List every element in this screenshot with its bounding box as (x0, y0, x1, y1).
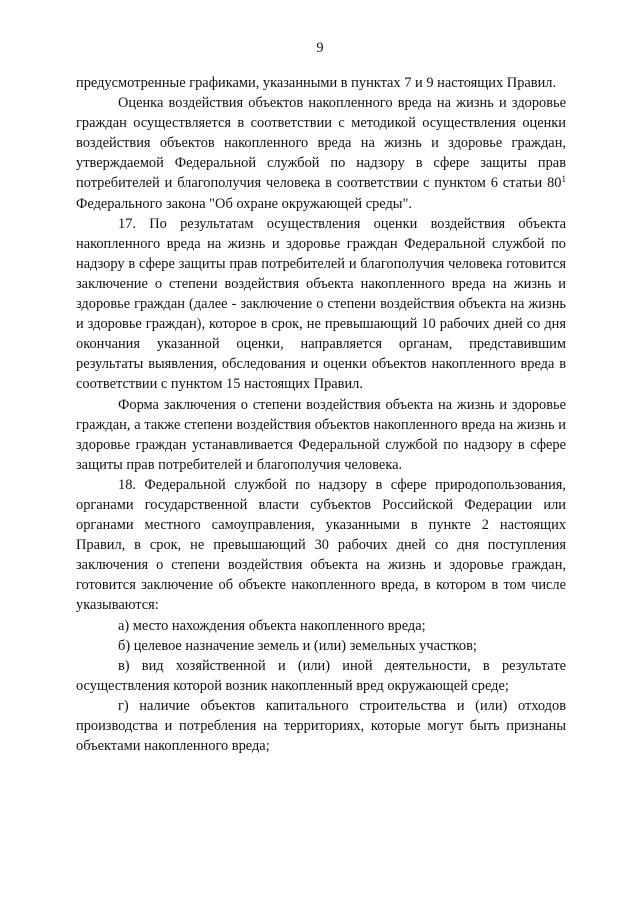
superscript-article-index: 1 (561, 174, 566, 185)
paragraph-conclusion-form: Форма заключения о степени воздействия объекта на жизнь и здоровье граждан, а также степени воздействия объектов накопленного вреда на жизнь и здоровье граждан устанавливается Федеральной службой по надзору в сфере защиты прав потребителей и благополучия человека. (76, 396, 566, 473)
document-body (76, 73, 566, 756)
paragraph-assessment-methodology (76, 93, 566, 214)
list-item-v: в) вид хозяйственной и (или) иной деятельности, в результате осуществления которой возник накопленный вред окружающей среде; (76, 657, 566, 694)
list-item-g: г) наличие объектов капитального строительства и (или) отходов производства и потребления на территориях, которые могут быть признаны объектами накопленного вреда; (76, 697, 566, 755)
list-item-b: б) целевое назначение земель и (или) земельных участков; (118, 637, 477, 654)
paragraph-text-tail: Федерального закона "Об охране окружающей среды". (76, 195, 412, 212)
paragraph-continuation: предусмотренные графиками, указанными в пунктах 7 и 9 настоящих Правил. (76, 75, 557, 91)
page-number: 9 (316, 40, 324, 56)
paragraph-item-18: 18. Федеральной службой по надзору в сфере природопользования, органами государственной власти субъектов Российской Федерации или органами местного самоуправления, указанными в пункте 2 настоящих Правил, в срок, не превышающий 30 рабочих дней со дня поступления заключения о степени воздействия объекта на жизнь и здоровье граждан, готовится заключение об объекте накопленного вреда, в котором в том числе указываются: (76, 476, 566, 614)
paragraph-text: Оценка воздействия объектов накопленного вреда на жизнь и здоровье граждан осуществляется в соответствии с методикой осуществления оценки воздействия объектов накопленного вреда на жизнь и здоровье граждан, утверждаемой Федеральной службой по надзору в сфере защиты прав потребителей и благополучия человека в соответствии с пунктом 6 статьи 80 (76, 95, 566, 192)
list-item-a: а) место нахождения объекта накопленного вреда; (118, 617, 426, 634)
paragraph-item-17: 17. По результатам осуществления оценки воздействия объекта накопленного вреда на жизнь и здоровье граждан Федеральной службой по надзору в сфере защиты прав потребителей и благополучия человека готовится заключение о степени воздействия объекта накопленного вреда на жизнь и здоровье граждан (далее - заключение о степени воздействия объекта на жизнь и здоровье граждан), которое в срок, не превышающий 10 рабочих дней со дня окончания указанной оценки, направляется органам, представившим результаты выявления, обследования и оценки объектов накопленного вреда в соответствии с пунктом 15 настоящих Правил. (76, 215, 566, 393)
